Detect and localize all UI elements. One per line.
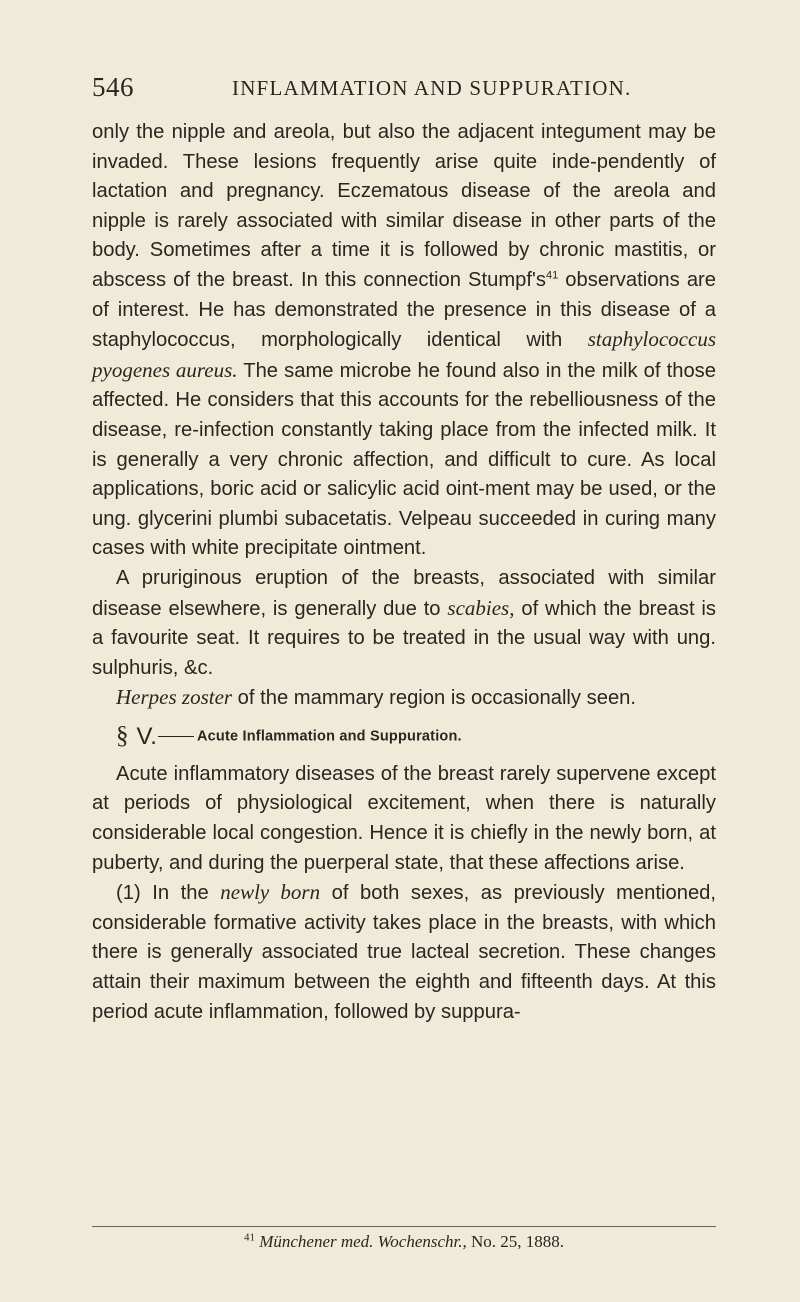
paragraph	[92, 683, 716, 714]
paragraph: Acute inflammatory diseases of the breast rarely supervene except at periods of physiological excitement, when there is naturally considerable local congestion. Hence it is chiefly in the newly born, at puberty, and during the puerperal state, that these affections arise.	[92, 762, 716, 874]
paragraph	[92, 878, 716, 1027]
section-sign: §	[116, 722, 129, 750]
section-heading	[92, 720, 716, 752]
text-segment: of the mammary region is occasionally seen.	[232, 687, 637, 710]
italic-term: staphylococcus pyogenes aureus.	[92, 327, 716, 382]
text-segment: observations are of interest. He has demonstrated the presence in this disease of a staphylococcus, morphologically identical with	[92, 268, 716, 352]
body-text	[92, 118, 716, 1027]
section-number: V.	[136, 722, 157, 750]
paragraph	[92, 564, 716, 683]
text-segment: of which the breast is a favourite seat. It requires to be treated in the usual way with ung. sulphuris, &c.	[92, 597, 716, 679]
footnote	[92, 1232, 716, 1252]
text-segment: of both sexes, as previously mentioned, considerable formative activity takes place in the breasts, with which there is generally associated true lacteal secretion. These changes attain their maximum between the eighth and fifteenth days. At this period acute inflammation, followed by suppura-	[92, 882, 717, 1023]
text-segment: only the nipple and areola, but also the adjacent integument may be invaded. These lesions frequently arise quite inde-pendently of lactation and pregnancy. Eczematous disease of the areola and nipple is rarely associated with similar disease in other parts of the body. Sometimes after a time it is followed by chronic mastitis, or abscess of the breast. In this connection Stumpf's	[92, 121, 716, 291]
footnote-reference: 41	[545, 269, 559, 282]
footnote-details: No. 25, 1888.	[466, 1232, 565, 1251]
text-segment: A pruriginous eruption of the breasts, associated with similar disease elsewhere, is generally due to	[92, 566, 716, 620]
italic-term: newly born	[220, 880, 321, 905]
text-segment: The same microbe he found also in the milk of those affected. He considers that this accounts for the rebelliousness of the disease, re-infection constantly taking place from the infected milk. It is generally a very chronic affection, and difficult to cure. As local applications, boric acid or salicylic acid oint-ment may be used, or the ung. glycerini plumbi subacetatis. Velpeau succeeded in curing many cases with white precipitate ointment.	[92, 359, 716, 560]
page-header	[92, 72, 712, 112]
running-head: INFLAMMATION AND SUPPURATION.	[232, 76, 632, 100]
italic-term: Herpes zoster	[116, 685, 233, 710]
text-segment: (1) In the	[116, 882, 221, 905]
em-dash-rule	[158, 736, 194, 737]
page-number: 546	[92, 72, 134, 102]
italic-term: scabies,	[447, 595, 515, 620]
journal-title: Münchener med. Wochenschr.,	[259, 1232, 467, 1251]
footnote-rule	[92, 1226, 716, 1227]
paragraph	[92, 118, 716, 564]
section-title: Acute Inflammation and Suppuration.	[196, 728, 462, 745]
footnote-number: 41	[243, 1231, 255, 1244]
